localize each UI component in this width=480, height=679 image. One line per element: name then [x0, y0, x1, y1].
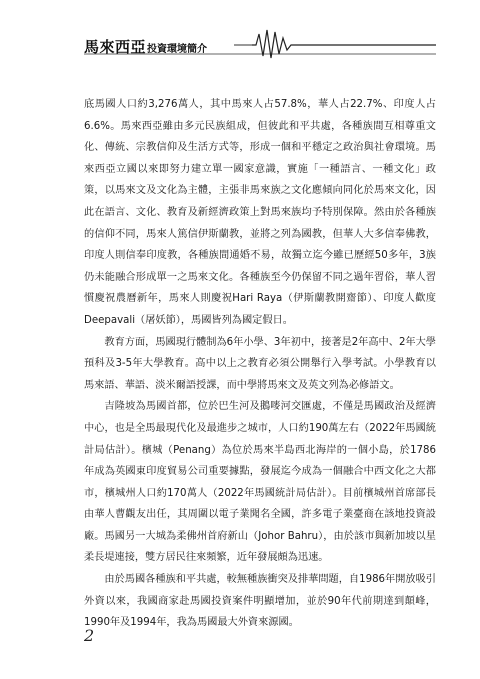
page-header: [0, 0, 480, 60]
header-title-sub: 投資環境簡介: [147, 44, 208, 55]
header-title-main: 馬來西亞: [84, 38, 147, 56]
body-text: [84, 94, 436, 634]
page-number: 2: [84, 626, 95, 645]
header-decoration: [0, 0, 480, 60]
paragraph-investment: 由於馬國各種族和平共處，較無種族衝突及排華問題，自1986年開放吸引外資以來，我國商家赴馬國投資案件明顯增加，並於90年代前期達到顛峰，1990年及1994年，我為馬國最大外資來源國。: [84, 574, 436, 629]
paragraph-population: 底馬國人口約3,276萬人，其中馬來人占57.8%，華人占22.7%、印度人占6.6%。馬來西亞雖由多元民族組成，但彼此和平共處，各種族間互相尊重文化、傳統、宗教信仰及生活方式等，形成一個和平穩定之政治與社會環境。馬來西亞立國以來即努力建立單一國家意識，實施「一種語言、一種文化」政策，以馬來文及文化為主體，主張非馬來族之文化應傾向同化於馬來文化，因此在語言、文化、教育及新經濟政策上對馬來族均予特別保障。然由於各種族的信仰不同，馬來人篤信伊斯蘭教，並將之列為國教，但華人大多信奉佛教，印度人則信奉印度教，各種族間通婚不易，故獨立迄今雖已歷經50多年，3族仍未能融合形成單一之馬來文化。各種族至今仍保留不同之過年習俗，華人習慣慶祝農曆新年，馬來人則慶祝Hari Raya（伊斯蘭教開齋節）、印度人歡度Deepavali（屠妖節），馬國皆列為國定假日。: [84, 99, 436, 326]
paragraph-cities: 吉隆坡為馬國首都，位於巴生河及鵝嘜河交匯處，不僅是馬國政治及經濟中心，也是全馬最現代化及最進步之城市，人口約190萬左右（2022年馬國統計局估計）。檳城（Penang）為位於馬來半島西北海岸的一個小島，於1786年成為英國東印度貿易公司重要據點，發展迄今成為一個融合中西文化之大都市，檳城州人口約170萬人（2022年馬國統計局估計）。目前檳城州首席部長由華人曹觀友出任，其周圍以電子業聞名全國，許多電子業臺商在該地投資設廠。馬國另一大城為柔佛州首府新山（Johor Bahru），由於該市與新加坡以星柔長堤連接，雙方居民往來頻繁，近年發展頗為迅速。: [84, 401, 436, 564]
header-title: [84, 36, 207, 57]
paragraph-education: 教育方面，馬國現行體制為6年小學、3年初中，接著是2年高中、2年大學預科及3-5年大學教育。高中以上之教育必須公開舉行入學考試。小學教育以馬來語、華語、淡米爾語授課，而中學將馬來文及英文列為必修語文。: [84, 336, 436, 391]
